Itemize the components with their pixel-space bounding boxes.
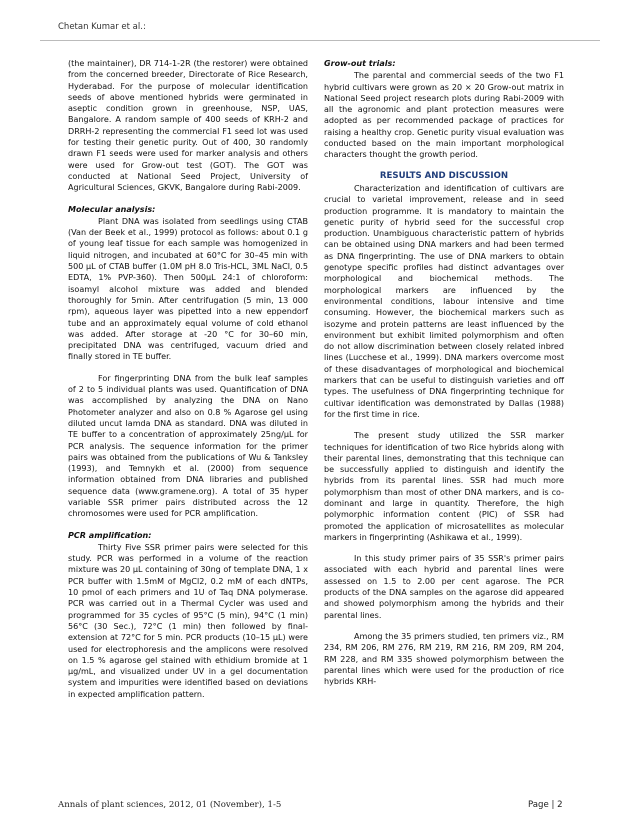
left-paragraph-3: For fingerprinting DNA from the bulk leaf samples of 2 to 5 individual plants was used. Quantification of DNA was accomplished by analyzing the DNA on Nano Photometer analyzer and also on 0.8 % Agarose gel using diluted uncut lamda DNA as standard. DNA was diluted in TE buffer to a concentration of approximately 25ng/μL for PCR analysis. The sequence information for the primer pairs was obtained from the publications of Wu & Tanksley (1993), and Temnykh et al. (2000) from sequence information obtained from DNA libraries and published sequence data (www.gramene.org). A total of 35 hyper variable SSR primer pairs distributed across the 12 chromosomes were used for PCR amplification. xyxy=(68,373,308,519)
molecular-analysis-heading: Molecular analysis: xyxy=(68,204,156,214)
right-paragraph-5: Among the 35 primers studied, ten primers viz., RM 234, RM 206, RM 276, RM 219, RM 216, RM 209, RM 204, RM 228, and RM 335 showed polymorphism between the parental lines which were used for the production of rice hybrids KRH- xyxy=(324,631,564,687)
running-head: Chetan Kumar et al.: xyxy=(58,22,146,32)
grow-out-trials-heading: Grow-out trials: xyxy=(324,59,396,68)
left-column xyxy=(68,58,308,700)
right-paragraph-2: Characterization and identification of cultivars are crucial to varietal improvement, release and in seed production programme. It is mandatory to maintain the genetic purity of hybrid seed for the successful crop production. Unambiguous characteristic pattern of hybrids can be obtained using DNA markers and had been termed as DNA fingerprinting. The use of DNA markers to obtain genotype specific profiles had distinct advantages over morphological and biochemical methods. The morphological markers are influenced by the environmental conditions, labour intensive and time consuming. However, the biochemical markers such as isozyme and protein patterns are least influenced by the environment but exhibit limited polymorphism and often do not allow discrimination between closely related inbred lines (Lucchese et al., 1999). DNA markers overcome most of these disadvantages of morphological and biochemical markers that can be useful to distinguish varieties and off types. The usefulness of DNA fingerprinting technique for cultivar identification was demonstrated by Dallas (1988) for the first time in rice. xyxy=(324,183,564,419)
results-discussion-heading: RESULTS AND DISCUSSION xyxy=(379,170,509,181)
right-column xyxy=(324,58,564,687)
left-paragraph-1: (the maintainer), DR 714-1-2R (the restorer) were obtained from the concerned breeder, Directorate of Rice Research, Hyderabad. For the purpose of molecular identification seeds of above mentioned hybrids were germinated in aseptic condition grown in greenhouse, NSP, UAS, Bangalore. A random sample of 400 seeds of KRH-2 and DRRH-2 representing the commercial F1 seed lot was used for testing their genetic purity. Out of 400, 30 randomly drawn F1 seeds were used for marker analysis and others were used for Grow-out test (GOT). The GOT was conducted at National Seed Project, University of Agricultural Sciences, GKVK, Bangalore during Rabi-2009. xyxy=(68,59,308,193)
left-paragraph-4: Thirty Five SSR primer pairs were selected for this study. PCR was performed in a volume of the reaction mixture was 20 μL containing of 30ng of template DNA, 1 x PCR buffer with 1.5mM of MgCl2, 0.2 mM of each dNTPs, 10 pmol of each primers and 1U of Taq DNA polymerase. PCR was carried out in a Thermal Cycler was used and programmed for 35 cycles of 95°C (5 min), 94°C (1 min) 56°C (30 Sec.), 72°C (1 min) then followed by final-extension at 72°C for 5 min. PCR products (10–15 μL) were used for electrophoresis and the amplicons were resolved on 1.5 % agarose gel stained with ethidium bromide at 1 μg/mL, and visualized under UV in a gel documentation system and impurities were identified based on deviations in expected amplification pattern. xyxy=(68,542,308,699)
left-paragraph-2: Plant DNA was isolated from seedlings using CTAB (Van der Beek et al., 1999) protocol as follows: about 0.1 g of young leaf tissue for each sample was homogenized in liquid nitrogen, and incubated at 60°C for 30–45 min with 500 μL of CTAB buffer (1.0M pH 8.0 Tris-HCL, 3ML NaCl, 0.5 EDTA, 1% PVP-360). Then 500μL 24:1 of chloroform: isoamyl alcohol mixture was added and blended thoroughly for 5min. After centrifugation (5 min, 13 000 rpm), aqueous layer was pipetted into a new eppendorf tube and an approximately equal volume of cold ethanol was added. After storage at -20 °C for 30–60 min, precipitated DNA was centrifuged, vacuum dried and finally stored in TE buffer. xyxy=(68,216,308,362)
right-paragraph-4: In this study primer pairs of 35 SSR's primer pairs associated with each hybrid and parental lines were assessed on 1.5 to 2.00 per cent agarose. The PCR products of the DNA samples on the agarose did appeared and showed polymorphism among the hybrids and their parental lines. xyxy=(324,554,564,620)
footer-page-number: Page | 2 xyxy=(528,800,563,810)
pcr-amplification-heading: PCR amplification: xyxy=(68,530,152,540)
footer-journal: Annals of plant sciences, 2012, 01 (November), 1-5 xyxy=(58,800,282,810)
right-paragraph-1: The parental and commercial seeds of the two F1 hybrid cultivars were grown as 20 × 20 Grow-out matrix in National Seed project research plots during Rabi-2009 with all the agronomic and plant protection measures were adopted as per recommended package of practices for raising a healthy crop. Genetic purity visual evaluation was conducted based on the main important morphological characters thought the growth period. xyxy=(324,71,564,160)
header-rule xyxy=(40,40,600,41)
right-paragraph-3: The present study utilized the SSR marker techniques for identification of two Rice hybrids along with their parental lines, demonstrating that this technique can be successfully applied to distinguish and identify the hybrids from its parental lines. SSR had much more polymorphism than most of other DNA markers, and is co-dominant and large in quantity. Therefore, the high polymorphic information content (PIC) of SSR had promoted the application of microsatellites as molecular markers in fingerprinting (Ashikawa et al., 1999). xyxy=(324,431,564,542)
